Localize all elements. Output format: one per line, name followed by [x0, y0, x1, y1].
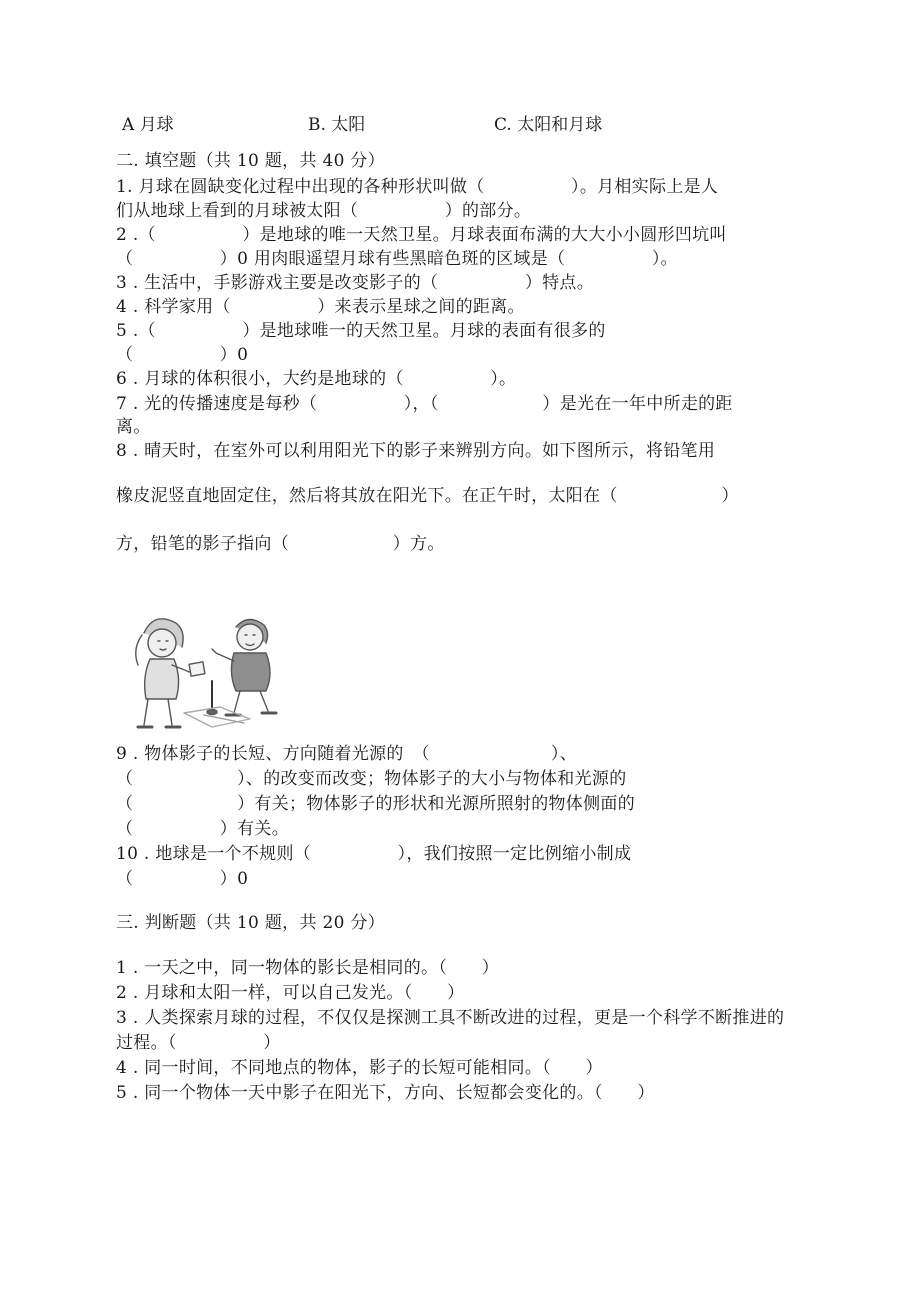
- option-c: C. 太阳和月球: [494, 115, 603, 135]
- fill-line: （ ）有关。: [116, 819, 289, 839]
- fill-line: （ ）0: [116, 345, 249, 365]
- fill-line: 橡皮泥竖直地固定住，然后将其放在阳光下。在正午时，太阳在（ ）: [116, 486, 739, 506]
- fill-line: 9 . 物体影子的长短、方向随着光源的 （ ）、: [116, 744, 578, 764]
- fill-line: （ ）0 用肉眼遥望月球有些黑暗色斑的区域是（ ）。: [116, 249, 678, 269]
- fill-line: 10 . 地球是一个不规则（ ），我们按照一定比例缩小制成: [116, 844, 632, 864]
- judge-line: 3 . 人类探索月球的过程，不仅仅是探测工具不断改进的过程，更是一个科学不断推进的: [116, 1008, 785, 1028]
- fill-line: 3 . 生活中，手影游戏主要是改变影子的（ ）特点。: [116, 273, 595, 293]
- option-b: B. 太阳: [308, 115, 366, 135]
- fill-line: 5 .（ ）是地球唯一的天然卫星。月球的表面有很多的: [116, 321, 606, 341]
- judge-line: 1 . 一天之中，同一物体的影长是相同的。（ ）: [116, 958, 500, 978]
- fill-line: （ ）、的改变而改变；物体影子的大小与物体和光源的: [116, 769, 627, 789]
- fill-line: 7 . 光的传播速度是每秒（ ），（ ）是光在一年中所走的距: [116, 394, 733, 414]
- judge-line: 5 . 同一个物体一天中影子在阳光下，方向、长短都会变化的。（ ）: [116, 1083, 655, 1103]
- section3-heading: 三. 判断题（共 10 题，共 20 分）: [116, 913, 385, 933]
- judge-line: 2 . 月球和太阳一样，可以自己发光。（ ）: [116, 983, 465, 1003]
- judge-line: 过程。（ ）: [116, 1033, 281, 1053]
- fill-line: 2 .（ ）是地球的唯一天然卫星。月球表面布满的大大小小圆形凹坑叫: [116, 225, 727, 245]
- fill-line: 1. 月球在圆缺变化过程中出现的各种形状叫做（ ）。月相实际上是人: [116, 177, 719, 197]
- judge-line: 4 . 同一时间，不同地点的物体，影子的长短可能相同。（ ）: [116, 1058, 603, 1078]
- section2-heading: 二. 填空题（共 10 题，共 40 分）: [116, 151, 385, 171]
- fill-line: 6 . 月球的体积很小，大约是地球的（ ）。: [116, 369, 517, 389]
- fill-line: （ ）有关；物体影子的形状和光源所照射的物体侧面的: [116, 794, 635, 814]
- option-a: A 月球: [122, 115, 174, 135]
- fill-line: 们从地球上看到的月球被太阳（ ）的部分。: [116, 201, 532, 221]
- children-shadow-experiment-illustration: [124, 605, 292, 737]
- fill-line: 4 . 科学家用（ ）来表示星球之间的距离。: [116, 297, 525, 317]
- fill-line: 8 . 晴天时，在室外可以利用阳光下的影子来辨别方向。如下图所示，将铅笔用: [116, 441, 716, 461]
- fill-line: （ ）0: [116, 869, 249, 889]
- fill-line: 方，铅笔的影子指向（ ）方。: [116, 534, 445, 554]
- fill-line: 离。: [116, 417, 151, 437]
